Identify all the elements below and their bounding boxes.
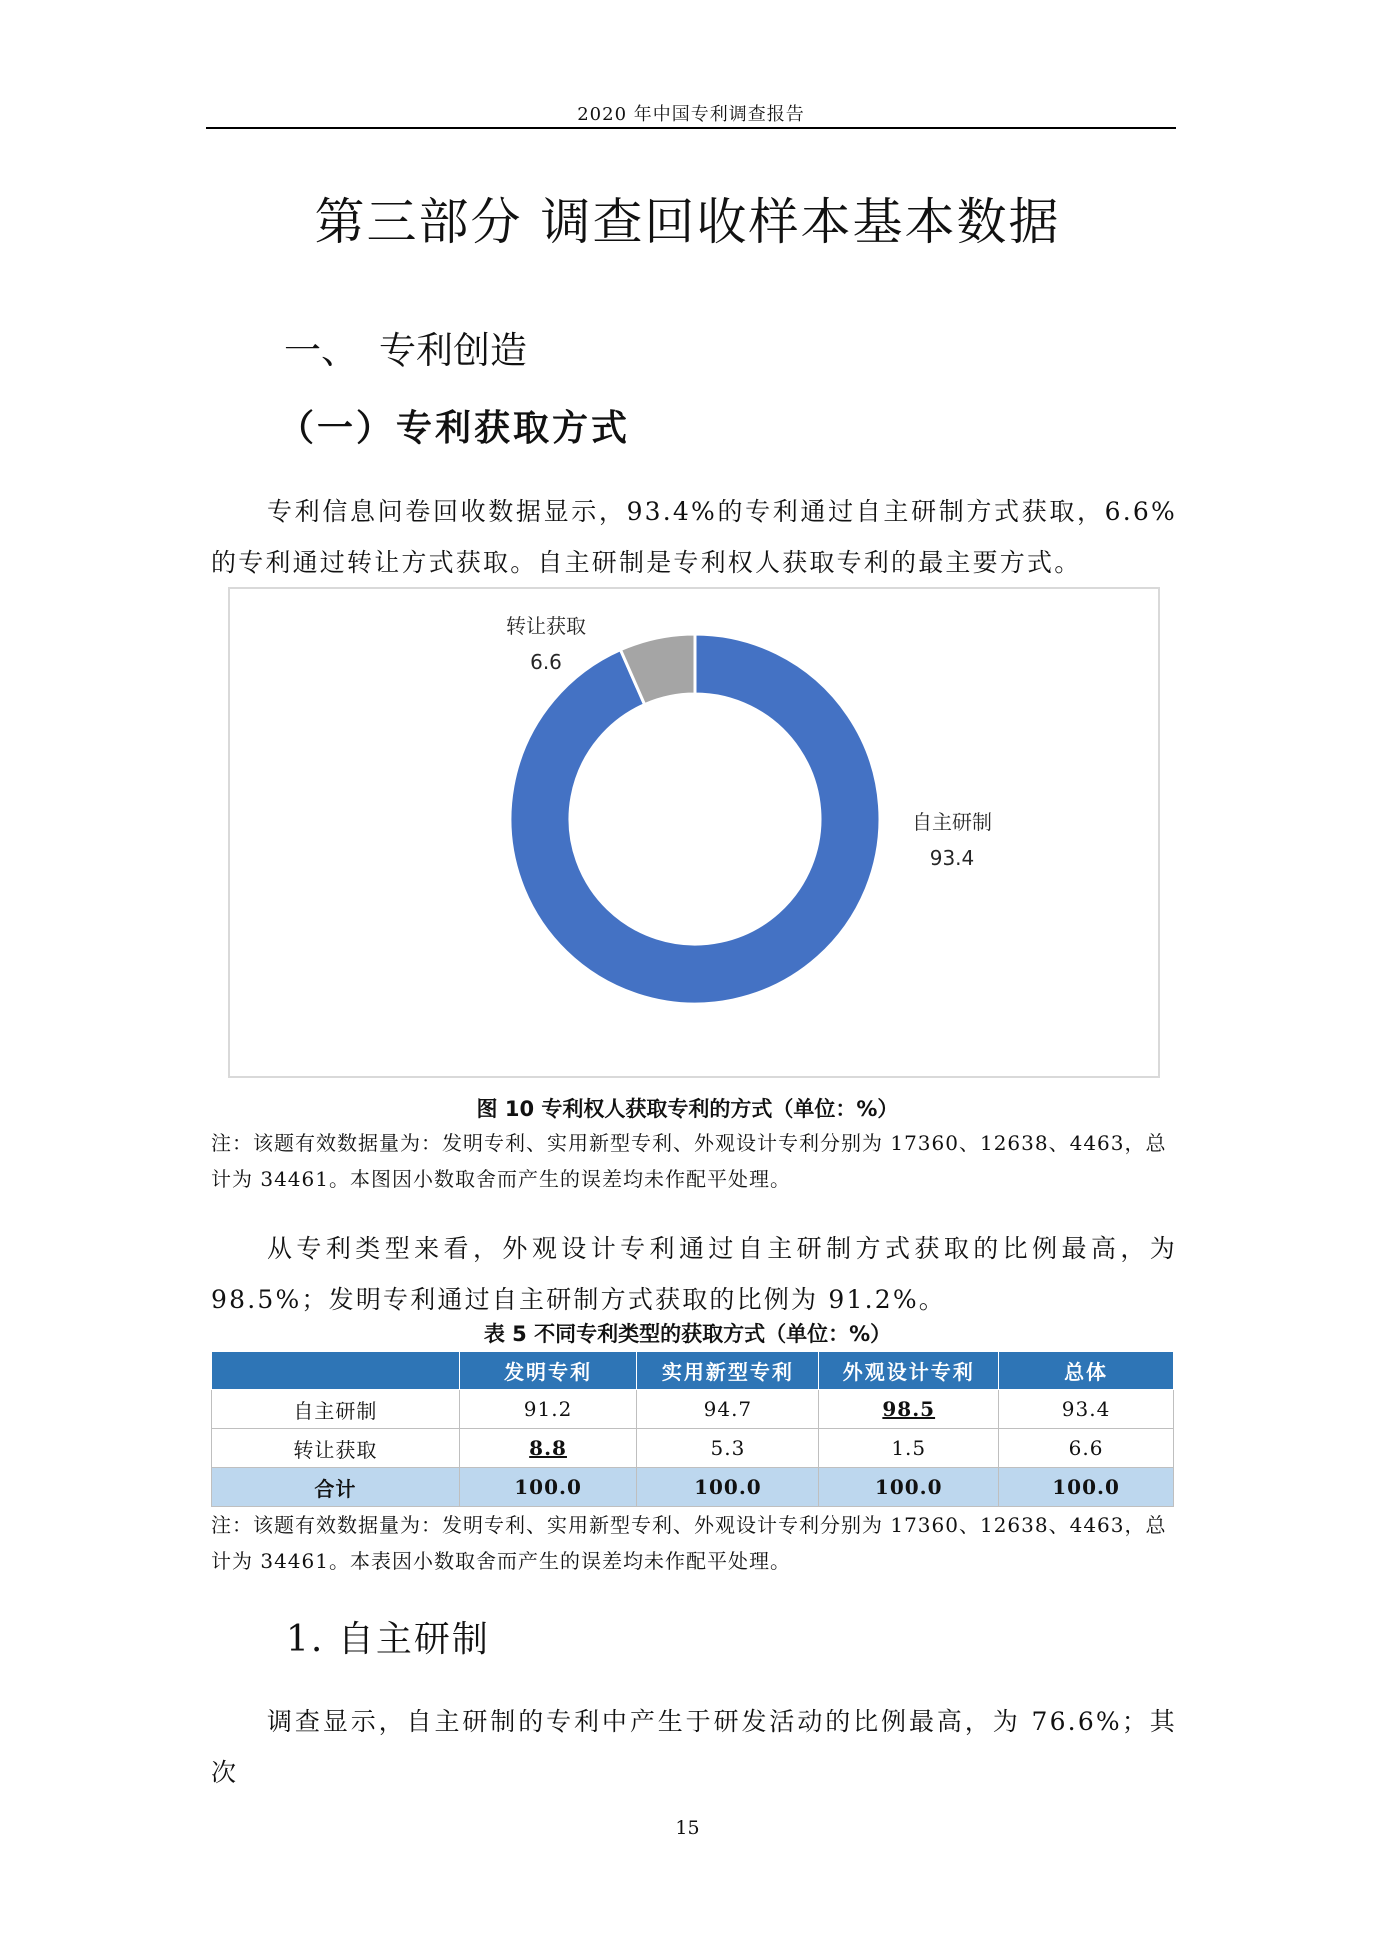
table-row	[212, 1390, 1174, 1429]
table-caption: 表 5 不同专利类型的获取方式（单位：%）	[483, 1322, 892, 1346]
paragraph-rd: 调查显示，自主研制的专利中产生于研发活动的比例最高，为 76.6%；其次	[211, 1707, 1177, 1787]
paragraph-intro: 专利信息问卷回收数据显示，93.4%的专利通过自主研制方式获取，6.6%的专利通过转让方式获取。自主研制是专利权人获取专利的最主要方式。	[211, 497, 1177, 577]
row-label: 合计	[212, 1468, 460, 1507]
subsection-number: （一）	[278, 408, 396, 449]
data-label-value: 6.6	[530, 650, 562, 674]
table-cell: 5.3	[637, 1429, 819, 1468]
acquisition-table	[211, 1351, 1174, 1507]
table-cell-highlight: 98.5	[819, 1390, 999, 1429]
subsection-heading	[278, 400, 630, 451]
header-rule	[206, 127, 1176, 129]
table-cell: 100.0	[999, 1468, 1174, 1507]
data-label-category: 自主研制	[912, 810, 992, 834]
data-label-category: 转让获取	[506, 614, 586, 638]
subsection-title: 专利获取方式	[396, 408, 631, 449]
subheading	[286, 1611, 490, 1662]
table-header-design: 外观设计专利	[819, 1352, 999, 1390]
table-cell: 100.0	[459, 1468, 637, 1507]
paragraph-types: 从专利类型来看，外观设计专利通过自主研制方式获取的比例最高，为 98.5%；发明专利通过自主研制方式获取的比例为 91.2%。	[211, 1234, 1177, 1314]
table-cell: 6.6	[999, 1429, 1174, 1468]
section-heading	[284, 320, 527, 374]
subheading-number: 1.	[286, 1619, 325, 1660]
table-cell: 93.4	[999, 1390, 1174, 1429]
section-title: 专利创造	[379, 329, 527, 372]
table-cell: 100.0	[637, 1468, 819, 1507]
page-number: 15	[675, 1817, 700, 1839]
table-cell: 94.7	[637, 1390, 819, 1429]
table-header-overall: 总体	[999, 1352, 1174, 1390]
table-header-utility-model: 实用新型专利	[637, 1352, 819, 1390]
table-header-invention: 发明专利	[459, 1352, 637, 1390]
subheading-title: 自主研制	[337, 1619, 490, 1660]
table-cell: 1.5	[819, 1429, 999, 1468]
table-row	[212, 1429, 1174, 1468]
section-number: 一、	[284, 329, 358, 372]
data-label-value: 93.4	[929, 846, 975, 870]
row-label: 自主研制	[212, 1390, 460, 1429]
running-header: 2020 年中国专利调查报告	[577, 104, 805, 125]
table-header-blank	[212, 1352, 460, 1390]
table-cell: 100.0	[819, 1468, 999, 1507]
part-title: 第三部分 调查回收样本基本数据	[314, 193, 1061, 251]
table-note: 注：该题有效数据量为：发明专利、实用新型专利、外观设计专利分别为 17360、12638、4463，总计为 34461。本表因小数取舍而产生的误差均未作配平处理。	[211, 1513, 1167, 1573]
chart-frame	[228, 587, 1160, 1078]
donut-chart	[230, 589, 1158, 1076]
table-header-row	[212, 1352, 1174, 1390]
figure-caption: 图 10 专利权人获取专利的方式（单位：%）	[476, 1097, 899, 1121]
table-cell-highlight: 8.8	[459, 1429, 637, 1468]
table-cell: 91.2	[459, 1390, 637, 1429]
row-label: 转让获取	[212, 1429, 460, 1468]
figure-note: 注：该题有效数据量为：发明专利、实用新型专利、外观设计专利分别为 17360、12638、4463，总计为 34461。本图因小数取舍而产生的误差均未作配平处理。	[211, 1131, 1167, 1191]
table-total-row	[212, 1468, 1174, 1507]
